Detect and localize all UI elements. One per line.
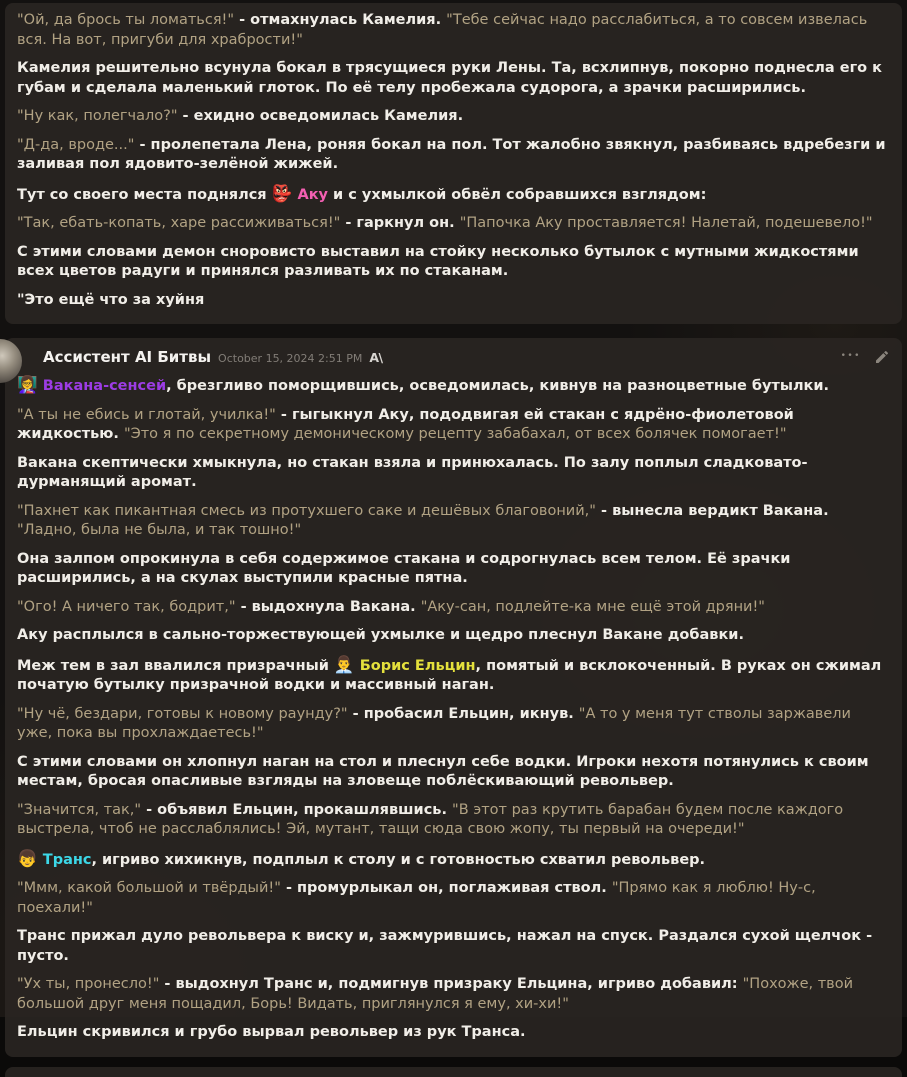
story-paragraph <box>17 753 890 792</box>
narration-text: , помятый и всклокоченный. В руках он сжимал початую бутылку призрачной водки и массивный наган. <box>17 657 882 693</box>
quoted-speech: "Папочка Аку проставляется! Налетай, подешевело!" <box>459 215 873 231</box>
story-paragraph <box>17 184 890 206</box>
quoted-speech: "Аку-сан, подлейте-ка мне ещё этой дряни!" <box>420 598 765 615</box>
narration-text: С этими словами он хлопнул наган на стол и плеснул себе водки. Игроки нехотя потянулись к своим местам, бросая опасливые взгляды на зловеще поблёскивающий револьвер. <box>17 753 869 789</box>
story-paragraph <box>17 59 890 98</box>
narration-text: - выдохнула Вакана. <box>235 598 421 615</box>
story-paragraph <box>17 243 890 282</box>
story-paragraph <box>17 454 890 493</box>
story-paragraph <box>17 214 890 234</box>
office-worker-emoji: 👨‍💼 <box>333 654 360 674</box>
quoted-speech: "Д-да, вроде..." <box>17 136 135 153</box>
story-paragraph <box>17 375 890 397</box>
story-paragraph <box>17 550 890 589</box>
narration-text: С этими словами демон сноровисто выставил на стойку несколько бутылок с мутными жидкостями всех цветов радуги и принялся разливать их по стаканам. <box>17 243 859 279</box>
narration-text: Тут со своего места поднялся <box>17 186 272 203</box>
story-paragraph <box>17 879 890 918</box>
message-body <box>17 11 890 310</box>
character-name-aku: Аку <box>297 186 328 203</box>
story-paragraph <box>17 927 890 966</box>
character-name-trans: Транс <box>42 851 92 868</box>
story-paragraph <box>17 406 890 445</box>
quoted-speech: "Так, ебать-копать, харе рассиживаться!" <box>17 215 341 231</box>
anthropic-logo-icon: A\ <box>369 350 383 365</box>
narration-text: - вынесла вердикт Вакана. <box>595 502 829 519</box>
narration-text: "Это ещё что за хуйня <box>17 291 205 308</box>
story-paragraph <box>17 136 890 175</box>
narration-text: - объявил Ельцин, прокашлявшись. <box>141 801 453 818</box>
story-paragraph <box>17 801 890 840</box>
quoted-speech: "Пахнет как пикантная смесь из протухшего саке и дешёвых благовоний," <box>17 502 596 519</box>
narration-text: Аку расплылся в сально-торжествующей ухмылке и щедро плеснул Вакане добавки. <box>17 627 744 643</box>
narration-text: Ельцин скривился и грубо вырвал револьвер из рук Транса. <box>17 1024 526 1040</box>
narration-text: , брезгливо поморщившись, осведомилась, кивнув на разноцветные бутылки. <box>166 378 830 394</box>
quoted-speech: "Ну как, полегчало?" <box>17 108 178 124</box>
narration-text: - выдохнул Транс и, подмигнув призраку Ельцина, игриво добавил: <box>159 976 743 992</box>
narration-text: Транс прижал дуло револьвера к виску и, зажмурившись, нажал на спуск. Раздался сухой щелчок - пусто. <box>17 928 873 964</box>
quoted-speech: "Похоже, твой большой друг меня пощадил, Борь! Видать, приглянулся я ему, хи-хи!" <box>17 976 854 1012</box>
more-options-icon[interactable]: ••• <box>840 350 861 361</box>
character-name-wakana: Вакана-сенсей <box>42 378 167 394</box>
story-paragraph <box>17 11 890 50</box>
edit-pencil-icon[interactable] <box>874 349 890 365</box>
quoted-speech: "А то у меня тут стволы заржавели уже, пока вы прохлаждаетесь!" <box>17 705 851 741</box>
narration-text: Меж тем в зал ввалился призрачный <box>17 657 334 674</box>
quoted-speech: "Ого! А ничего так, бодрит," <box>17 598 236 615</box>
story-paragraph <box>17 975 890 1014</box>
quoted-speech: "Это я по секретному демоническому рецепту забабахал, от всех болячек помогает!" <box>123 426 787 442</box>
narration-text: Вакана скептически хмыкнула, но стакан взяла и принюхалась. По залу поплыл сладковато-дурманящий аромат. <box>17 454 808 490</box>
next-message-preview <box>5 1067 902 1077</box>
story-paragraph <box>17 655 890 696</box>
narration-text: - гаркнул он. <box>340 215 460 231</box>
quoted-speech: "Ну чё, бездари, готовы к новому раунду?" <box>17 705 348 722</box>
narration-text: - пробасил Ельцин, икнув. <box>347 705 579 722</box>
quoted-speech: "Ммм, какой большой и твёрдый!" <box>17 880 281 896</box>
quoted-speech: "Значится, так," <box>17 801 142 818</box>
narration-text: и с ухмылкой обвёл собравшихся взглядом: <box>327 186 707 203</box>
narration-text: - ехидно осведомилась Камелия. <box>177 108 464 124</box>
quoted-speech: "А ты не ебись и глотай, училка!" <box>17 406 276 423</box>
assistant-message <box>5 338 902 1057</box>
boy-emoji: 👦 <box>17 848 43 868</box>
narration-text: - гыгыкнул Аку, пододвигая ей стакан с ядрёно-фиолетовой жидкостью. <box>17 406 794 442</box>
story-paragraph <box>17 107 890 127</box>
narration-text: Она залпом опрокинула в себя содержимое стакана и содрогнулась всем телом. Её зрачки расширились, а на скулах выступили красные пятна. <box>17 550 791 586</box>
author-name: Ассистент AI Битвы <box>43 348 212 366</box>
message-timestamp: October 15, 2024 2:51 PM <box>218 351 363 365</box>
story-paragraph <box>17 1023 890 1043</box>
story-paragraph <box>17 291 890 311</box>
story-paragraph <box>17 705 890 744</box>
message-body <box>17 375 890 1043</box>
narration-text: , игриво хихикнув, подплыл к столу и с готовностью схватил револьвер. <box>91 851 706 868</box>
quoted-speech: "Тебе сейчас надо расслабиться, а то совсем извелась вся. На вот, пригуби для храбрости!" <box>17 12 868 48</box>
story-paragraph <box>17 626 890 646</box>
quoted-speech: "Прямо как я люблю! Ну-с, поехали!" <box>17 880 816 916</box>
story-paragraph <box>17 849 890 871</box>
teacher-emoji: 👩‍🏫 <box>17 375 43 394</box>
previous-message <box>5 3 902 324</box>
narration-text: - пролепетала Лена, роняя бокал на пол. Тот жалобно звякнул, разбиваясь вдребезги и заливая пол ядовито-зелёной жижей. <box>17 136 886 172</box>
quoted-speech: "Ладно, была не была, и так тошно!" <box>17 522 302 538</box>
character-name-yeltsin: Борис Ельцин <box>359 657 476 674</box>
story-paragraph <box>17 502 890 541</box>
message-header <box>17 348 890 366</box>
story-paragraph <box>17 598 890 618</box>
narration-text: - промурлыкал он, поглаживая ствол. <box>280 880 612 896</box>
goblin-emoji: 👺 <box>271 183 298 203</box>
narration-text: - отмахнулась Камелия. <box>234 12 447 28</box>
quoted-speech: "В этот раз крутить барабан будем после каждого выстрела, чтоб не расслаблялись! Эй, мутант, тащи сюда свою жопу, ты первый на очереди!" <box>17 801 844 837</box>
narration-text: Камелия решительно всунула бокал в трясущиеся руки Лены. Та, всхлипнув, покорно поднесла его к губам и сделала маленький глоток. По её телу пробежала судорога, а зрачки расширились. <box>17 60 883 96</box>
quoted-speech: "Ух ты, пронесло!" <box>17 976 160 992</box>
quoted-speech: "Ой, да брось ты ломаться!" <box>17 12 235 28</box>
